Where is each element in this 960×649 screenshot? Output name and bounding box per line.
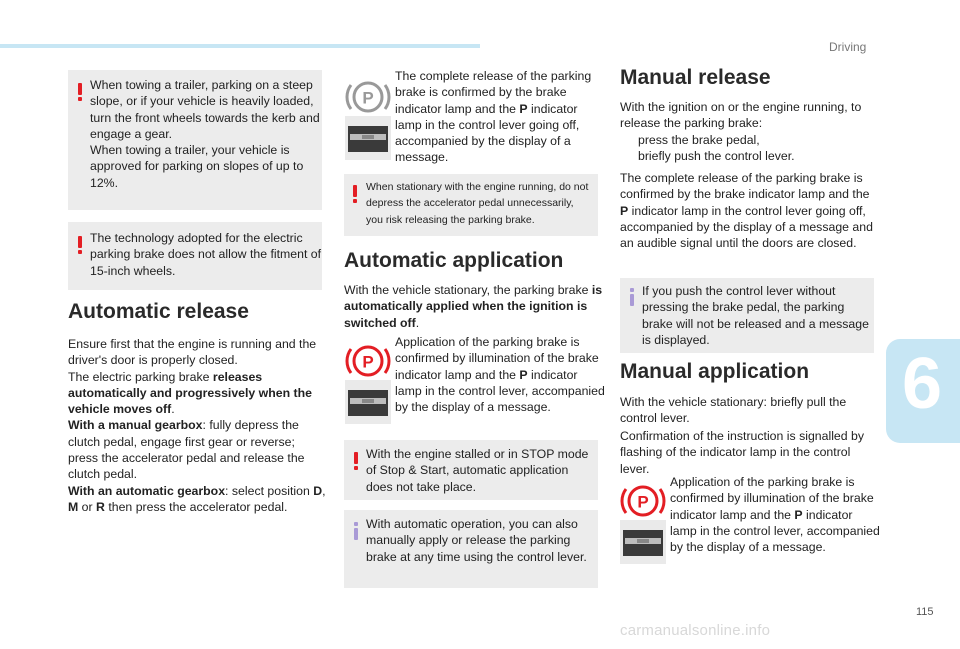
- body-line: confirmed by illumination of the brake: [395, 351, 599, 366]
- body-text: : select position: [225, 483, 314, 498]
- info-icon: [354, 522, 358, 540]
- body-text: indicator: [527, 367, 578, 382]
- body-line: [68, 483, 328, 499]
- body-bold: vehicle moves off: [68, 402, 172, 417]
- manual-application-confirm: [620, 428, 882, 477]
- parking-brake-on-icon: [620, 478, 666, 524]
- svg-text:P: P: [362, 88, 374, 108]
- body-line: [395, 101, 595, 117]
- warning-line: When towing a trailer, parking on a steep: [90, 78, 313, 92]
- body-bold: P: [519, 367, 528, 382]
- body-line: [344, 282, 604, 298]
- body-line: [68, 417, 328, 433]
- body-line: [344, 298, 604, 314]
- warning-line: depress the accelerator pedal unnecessarily,: [366, 197, 574, 210]
- body-line: Confirmation of the instruction is signalled by: [620, 429, 865, 443]
- body-line: lamp in the control lever, accompanied: [670, 523, 880, 538]
- manual-release-confirm: [620, 170, 882, 251]
- body-line: accompanied by the display of a: [395, 134, 571, 149]
- warning-line: approved for parking on slopes of up to: [90, 159, 304, 174]
- bullet-item: [620, 148, 882, 164]
- info-line: pressing the brake pedal, the parking: [642, 300, 845, 315]
- bullet-text: press the brake pedal,: [638, 132, 760, 147]
- body-line: With the ignition on or the engine running, to: [620, 100, 862, 114]
- warning-line: slope, or if your vehicle is heavily loaded,: [90, 94, 314, 109]
- body-bold: M: [68, 499, 79, 514]
- automatic-application-intro: [344, 282, 604, 331]
- body-bold: is: [591, 283, 603, 297]
- body-line: accompanied by the display of a message and: [620, 219, 873, 234]
- body-bold: R: [96, 499, 105, 514]
- warning-line: parking brake does not allow the fitment of: [90, 247, 322, 262]
- body-line: control lever.: [620, 411, 690, 426]
- body-line: clutch pedal, engage first gear or reverse;: [68, 434, 295, 449]
- body-line: Application of the parking brake is: [395, 335, 580, 349]
- body-bold: With a manual gearbox: [68, 418, 203, 433]
- body-bold: automatically and progressively when the: [68, 385, 312, 400]
- header-accent-bar: [0, 44, 480, 48]
- body-text: indicator: [527, 101, 578, 116]
- chapter-number: 6: [902, 344, 943, 424]
- info-line: manually apply or release the parking: [366, 533, 571, 548]
- automatic-application-confirm: [395, 334, 605, 415]
- body-text: : fully depress the: [202, 418, 299, 433]
- info-line: brake will not be released and a message: [642, 316, 869, 331]
- heading-automatic-release: Automatic release: [68, 300, 249, 323]
- body-line: The complete release of the parking brake is: [620, 171, 863, 185]
- warning-line: When stationary with the engine running, do not: [366, 181, 589, 193]
- watermark: carmanualsonline.info: [620, 622, 771, 639]
- body-text: The electric parking brake: [68, 369, 213, 384]
- body-bold: automatically applied when the ignition is: [344, 299, 588, 314]
- info-icon: [630, 288, 634, 306]
- body-line: confirmed by the brake indicator lamp and the: [620, 187, 870, 202]
- manual-release-intro: [620, 99, 882, 164]
- body-line: message.: [395, 150, 449, 165]
- heading-manual-release: Manual release: [620, 66, 771, 89]
- info-box-no-pedal: [620, 278, 874, 353]
- body-line: With the vehicle stationary: briefly pull the: [620, 395, 847, 409]
- body-bold: P: [519, 101, 528, 116]
- warning-box-towing: [68, 70, 322, 210]
- parking-brake-off-icon: [345, 74, 391, 120]
- warning-line: When towing a trailer, your vehicle is: [90, 143, 290, 158]
- chapter-title: Driving: [829, 40, 867, 54]
- body-line: Ensure first that the engine is running and the: [68, 337, 317, 351]
- warning-line: engage a gear.: [90, 126, 173, 141]
- control-lever-icon: [620, 520, 666, 564]
- body-line: lever.: [620, 461, 650, 476]
- body-text: indicator lamp in the control lever going off,: [628, 203, 866, 218]
- info-line: With automatic operation, you can also: [366, 517, 578, 531]
- body-bold: releases: [212, 369, 263, 384]
- warning-line: With the engine stalled or in STOP mode: [366, 447, 589, 461]
- info-line: If you push the control lever without: [642, 284, 836, 298]
- body-line: [395, 367, 605, 383]
- body-line: [344, 315, 604, 331]
- warning-line: The technology adopted for the electric: [90, 231, 303, 245]
- bullet-text: briefly push the control lever.: [638, 148, 795, 163]
- body-text: or: [78, 499, 97, 514]
- body-line: an audible signal until the doors are closed.: [620, 236, 857, 251]
- svg-text:P: P: [637, 492, 649, 512]
- body-line: [68, 385, 328, 401]
- warning-line: 12%.: [90, 175, 119, 190]
- warning-line: 15-inch wheels.: [90, 263, 176, 278]
- body-line: The complete release of the parking: [395, 69, 592, 83]
- warning-line: of Stop & Start, automatic application: [366, 463, 569, 478]
- body-bold: With an automatic gearbox: [68, 483, 226, 498]
- body-line: [620, 203, 882, 219]
- body-text: then press the accelerator pedal.: [104, 499, 288, 514]
- info-line: brake at any time using the control lever.: [366, 549, 587, 564]
- control-lever-icon: [345, 116, 391, 160]
- warning-line: you risk releasing the parking brake.: [366, 213, 535, 226]
- body-line: [68, 499, 328, 515]
- control-lever-icon: [345, 380, 391, 424]
- heading-automatic-application: Automatic application: [344, 249, 564, 272]
- body-line: [670, 507, 880, 523]
- warning-icon: [78, 83, 82, 101]
- body-line: clutch pedal.: [68, 467, 138, 482]
- manual-application-intro: [620, 394, 882, 427]
- body-line: driver's door is properly closed.: [68, 353, 238, 368]
- body-line: by the display of a message.: [670, 540, 826, 555]
- body-text: With the vehicle stationary, the parking brake: [344, 283, 592, 297]
- body-line: brake is confirmed by the brake: [395, 85, 567, 100]
- page-number: 115: [916, 606, 934, 618]
- body-text: indicator lamp and the: [395, 367, 520, 382]
- parking-brake-on-icon: [345, 338, 391, 384]
- svg-text:P: P: [362, 352, 374, 372]
- body-bold: switched off: [344, 315, 416, 330]
- heading-manual-application: Manual application: [620, 360, 810, 383]
- complete-release-text: [395, 68, 595, 166]
- body-line: by the display of a message.: [395, 400, 551, 415]
- body-text: .: [171, 402, 175, 417]
- body-text: indicator lamp and the: [670, 507, 795, 522]
- body-bold: P: [794, 507, 803, 522]
- body-text: indicator lamp and the: [395, 101, 520, 116]
- body-line: press the accelerator pedal and release the: [68, 451, 305, 466]
- warning-line: turn the front wheels towards the kerb and: [90, 110, 320, 125]
- manual-application-lamp-text: [670, 474, 880, 555]
- warning-icon: [78, 236, 82, 254]
- body-line: confirmed by illumination of the brake: [670, 491, 874, 506]
- body-line: flashing of the indicator lamp in the control: [620, 445, 851, 460]
- info-box-manual-operation: [344, 510, 598, 588]
- body-text: .: [415, 315, 420, 330]
- warning-line: does not take place.: [366, 479, 477, 494]
- body-text: ,: [322, 483, 326, 498]
- body-line: release the parking brake:: [620, 116, 763, 131]
- body-line: lamp in the control lever going off,: [395, 117, 580, 132]
- warning-box-wheels: [68, 222, 322, 290]
- bullet-item: [620, 132, 882, 148]
- body-text: indicator: [802, 507, 853, 522]
- body-line: [68, 369, 328, 385]
- warning-icon: [354, 452, 358, 470]
- body-line: [68, 401, 328, 417]
- warning-icon: [353, 185, 357, 203]
- body-line: lamp in the control lever, accompanied: [395, 383, 605, 398]
- warning-box-stop-start: [344, 440, 598, 500]
- body-bold: P: [620, 203, 629, 218]
- body-bold: D: [313, 483, 323, 498]
- automatic-release-body: [68, 336, 328, 515]
- info-line: is displayed.: [642, 332, 710, 347]
- body-line: Application of the parking brake is: [670, 475, 855, 489]
- warning-box-accelerator: [344, 174, 598, 236]
